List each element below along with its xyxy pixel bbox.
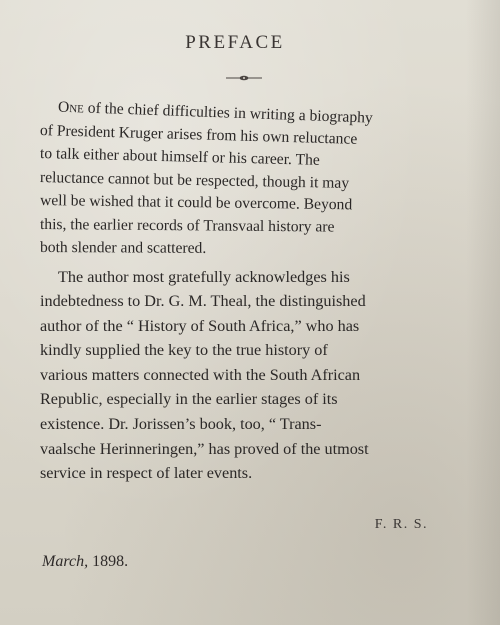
drop-word: One	[57, 98, 85, 117]
page-title: PREFACE	[185, 32, 285, 53]
preface-paragraph	[40, 265, 460, 486]
preface-paragraph	[40, 95, 460, 260]
text-line: both slender and scattered.	[39, 239, 207, 257]
page-edge-shadow	[466, 0, 500, 625]
ornament-divider	[224, 74, 264, 82]
text-line: to talk either about himself or his career. The	[39, 145, 321, 169]
preface-date	[42, 553, 128, 571]
text-line: kindly supplied the key to the true history of	[40, 341, 328, 360]
text-line: The author most gratefully acknowledges his	[58, 267, 350, 286]
text-line: vaalsche Herinneringen,” has proved of the utmost	[40, 439, 369, 458]
text-fragment: of the chief difficulties in writing a biography	[83, 99, 374, 127]
text-line: author of the “ History of South Africa,” who has	[40, 316, 360, 335]
text-line: various matters connected with the South African	[40, 365, 361, 384]
preface-body	[40, 95, 460, 486]
date-month: March,	[42, 553, 89, 570]
text-line: well be wished that it could be overcome. Beyond	[39, 192, 353, 214]
text-line: indebtedness to Dr. G. M. Theal, the distinguished	[40, 292, 366, 311]
text-line: this, the earlier records of Transvaal history are	[39, 215, 335, 236]
date-year: 1898.	[88, 553, 129, 570]
text-line: reluctance cannot but be respected, though it may	[39, 168, 350, 192]
author-initials: F. R. S.	[374, 517, 428, 532]
text-line: Republic, especially in the earlier stages of its	[40, 390, 338, 409]
text-line: service in respect of later events.	[40, 464, 253, 483]
text-line: of President Kruger arises from his own reluctance	[39, 121, 358, 148]
text-line: existence. Dr. Jorissen’s book, too, “ Trans-	[40, 415, 322, 434]
